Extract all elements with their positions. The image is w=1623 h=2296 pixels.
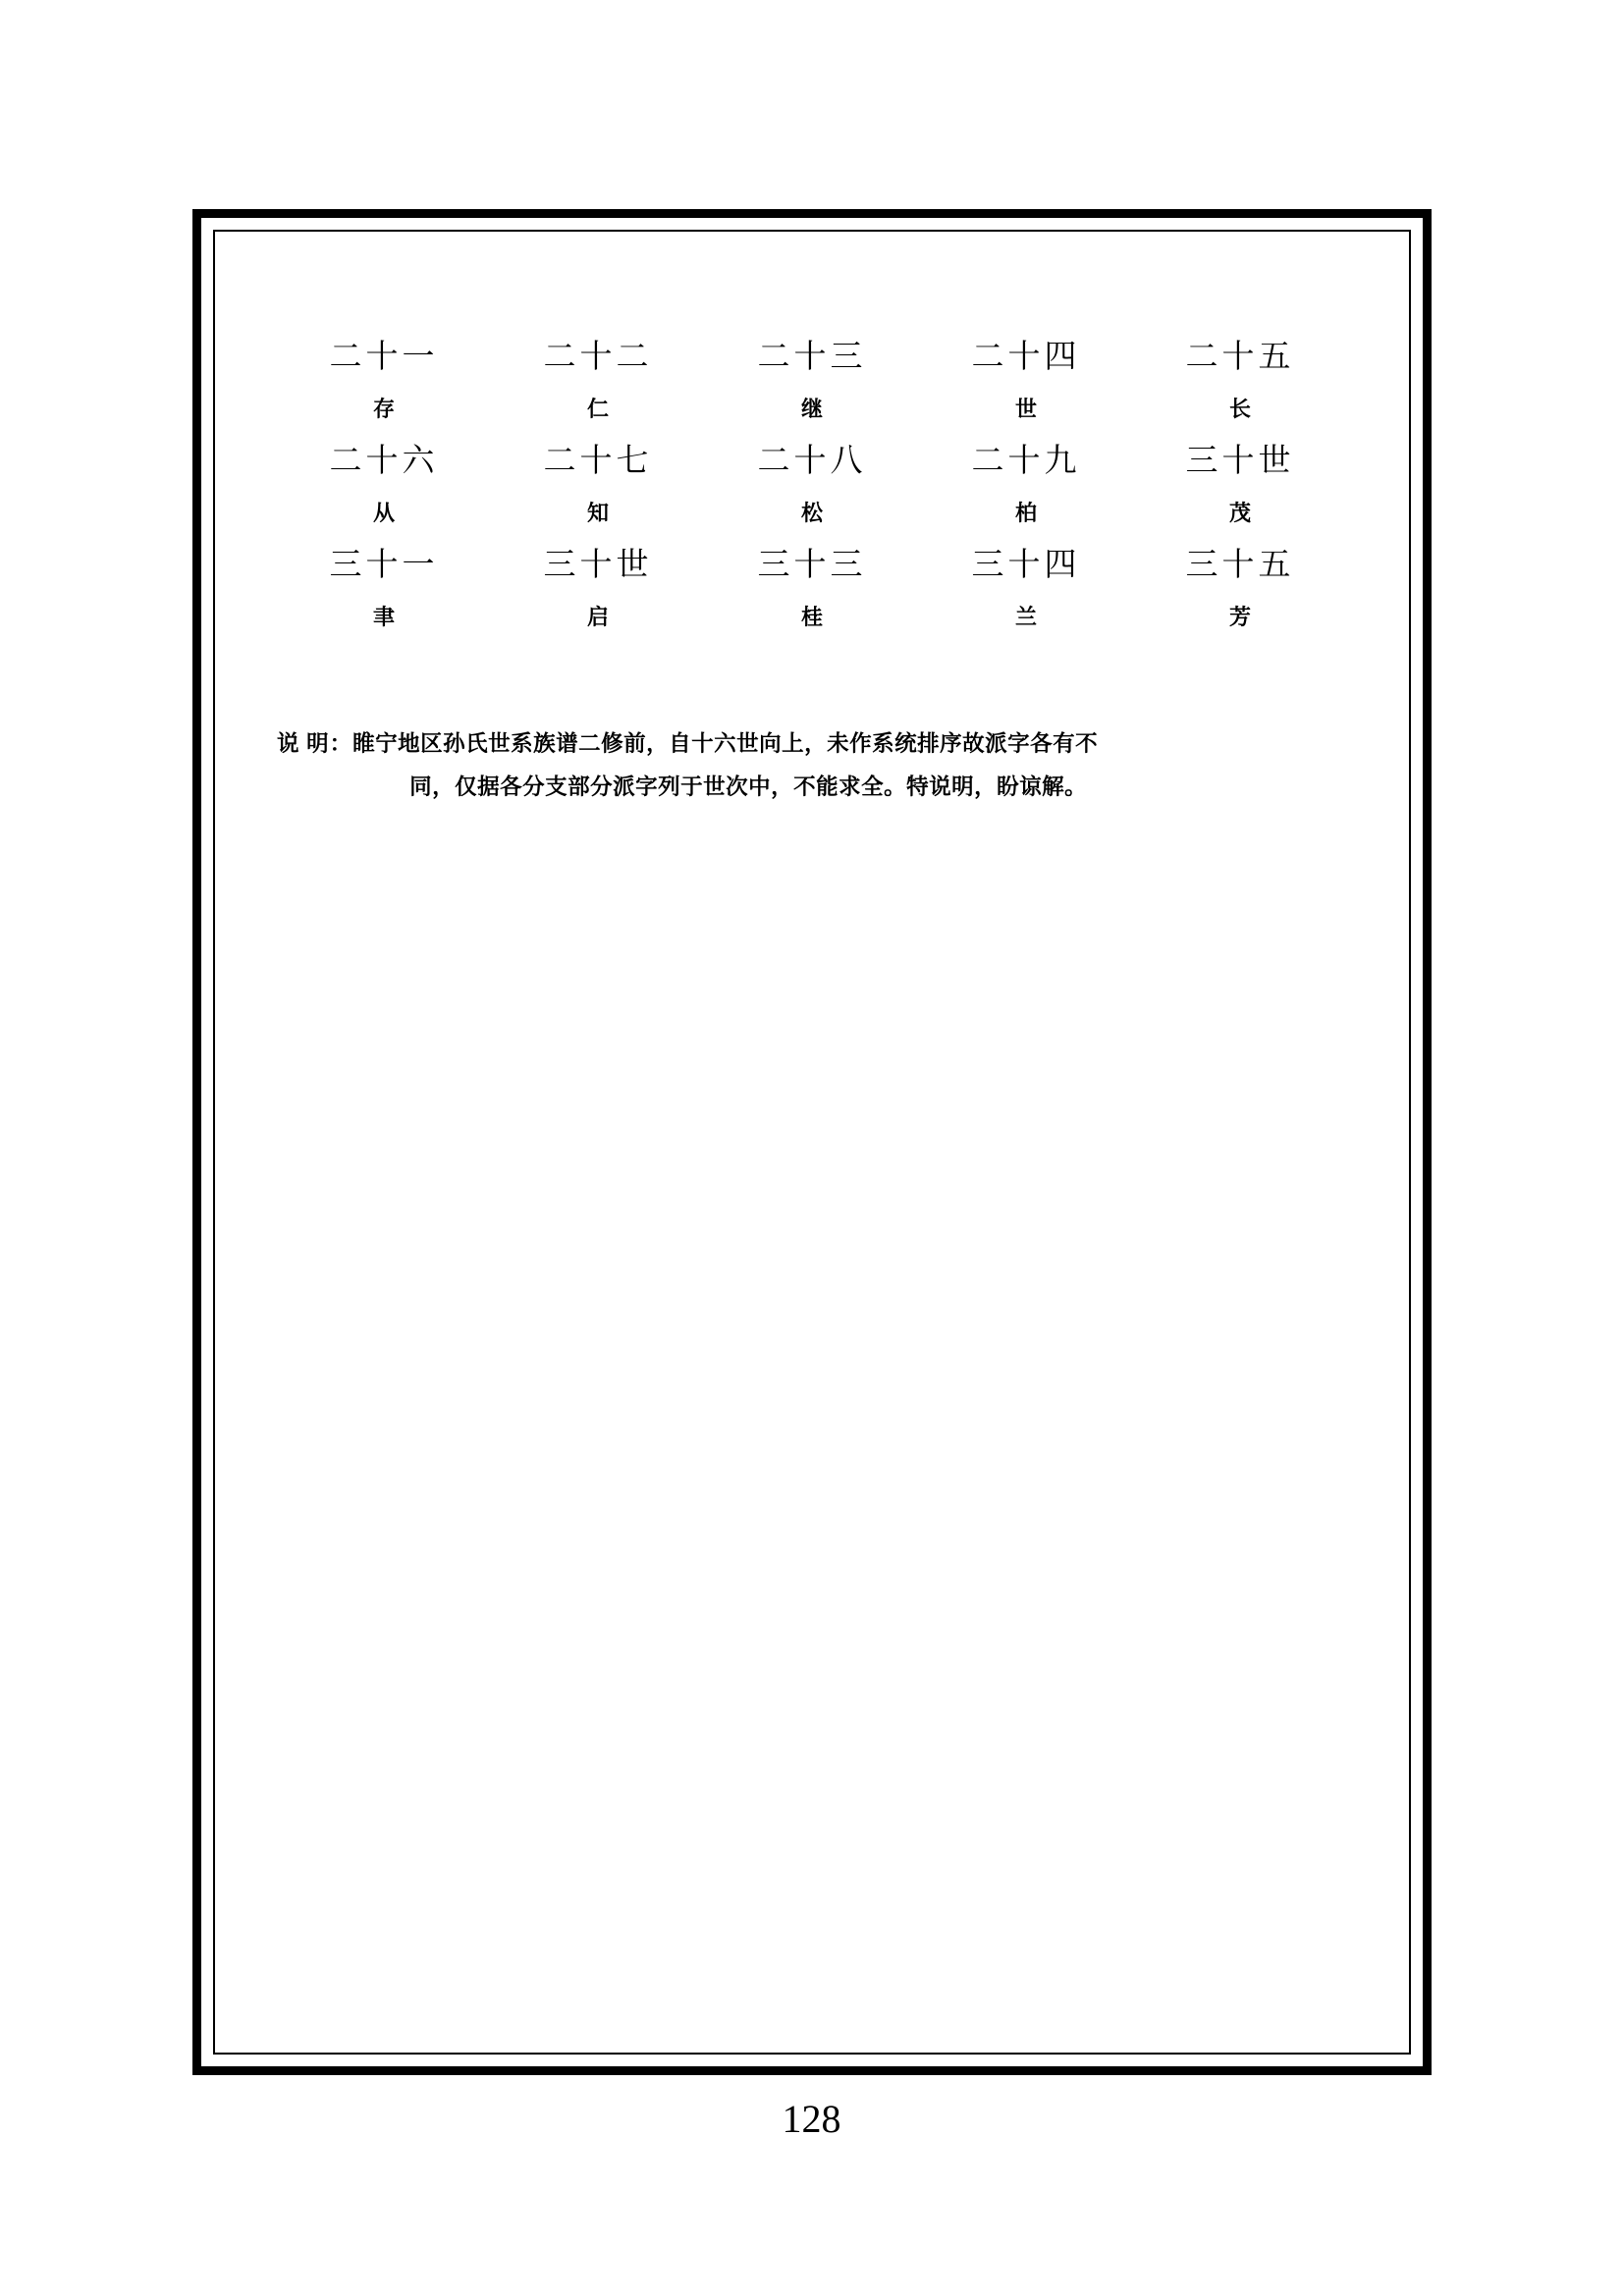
generation-ordinal: 二十七	[543, 444, 653, 479]
generation-cell	[491, 434, 705, 489]
generation-cell	[919, 593, 1133, 642]
generation-ordinal: 三十世	[543, 548, 653, 583]
generation-table	[277, 330, 1347, 642]
generation-row	[277, 538, 1347, 593]
generation-cell	[919, 538, 1133, 593]
generation-cell	[705, 434, 919, 489]
generation-cell	[919, 330, 1133, 385]
page-border-inner	[213, 230, 1411, 2055]
generation-cell	[277, 489, 491, 538]
generation-cell	[491, 538, 705, 593]
generation-cell	[277, 434, 491, 489]
generation-character: 茂	[1228, 501, 1251, 525]
page-number: 128	[782, 2097, 841, 2141]
page-border-outer	[192, 209, 1432, 2075]
generation-ordinal: 三十五	[1185, 548, 1295, 583]
generation-char-row	[277, 593, 1347, 642]
generation-ordinal: 二十四	[971, 340, 1081, 375]
generation-character: 知	[586, 501, 609, 525]
generation-character: 柏	[1014, 501, 1037, 525]
generation-character: 启	[586, 605, 609, 629]
generation-cell	[277, 593, 491, 642]
note-block	[277, 722, 1347, 809]
generation-cell	[705, 593, 919, 642]
generation-char-row	[277, 385, 1347, 434]
generation-character: 聿	[372, 605, 395, 629]
generation-cell	[277, 330, 491, 385]
generation-cell	[491, 593, 705, 642]
generation-ordinal: 二十六	[329, 444, 439, 479]
generation-character: 兰	[1014, 605, 1037, 629]
generation-row	[277, 330, 1347, 385]
generation-cell	[919, 489, 1133, 538]
generation-cell	[491, 330, 705, 385]
generation-character: 芳	[1228, 605, 1251, 629]
generation-cell	[277, 538, 491, 593]
generation-ordinal: 三十一	[329, 548, 439, 583]
generation-cell	[1133, 489, 1347, 538]
generation-character: 桂	[800, 605, 823, 629]
generation-ordinal: 二十二	[543, 340, 653, 375]
generation-cell	[1133, 385, 1347, 434]
generation-ordinal: 三十世	[1185, 444, 1295, 479]
generation-cell	[1133, 538, 1347, 593]
generation-character: 长	[1228, 397, 1251, 421]
generation-cell	[277, 385, 491, 434]
note-body	[352, 722, 1347, 809]
generation-cell	[1133, 434, 1347, 489]
generation-character: 从	[372, 501, 395, 525]
generation-cell	[919, 385, 1133, 434]
generation-cell	[491, 489, 705, 538]
generation-cell	[1133, 330, 1347, 385]
generation-cell	[705, 538, 919, 593]
generation-ordinal: 二十九	[971, 444, 1081, 479]
generation-ordinal: 二十五	[1185, 340, 1295, 375]
generation-character: 存	[372, 397, 395, 421]
generation-character: 继	[800, 397, 823, 421]
generation-cell	[705, 385, 919, 434]
generation-ordinal: 二十八	[757, 444, 867, 479]
note-label: 说 明：	[277, 731, 353, 756]
generation-row	[277, 434, 1347, 489]
generation-char-row	[277, 489, 1347, 538]
generation-ordinal: 三十四	[971, 548, 1081, 583]
generation-ordinal: 二十一	[329, 340, 439, 375]
generation-ordinal: 三十三	[757, 548, 867, 583]
page-content	[215, 232, 1409, 2053]
generation-character: 世	[1014, 397, 1037, 421]
generation-cell	[1133, 593, 1347, 642]
generation-ordinal: 二十三	[757, 340, 867, 375]
generation-cell	[491, 385, 705, 434]
generation-cell	[705, 330, 919, 385]
generation-character: 仁	[586, 397, 609, 421]
generation-cell	[919, 434, 1133, 489]
generation-cell	[705, 489, 919, 538]
note-line-2: 同，仅据各分支部分派字列于世次中，不能求全。特说明，盼谅解。	[409, 774, 1088, 799]
note-line-1: 睢宁地区孙氏世系族谱二修前，自十六世向上，未作系统排序故派字各有不	[352, 731, 1099, 756]
generation-character: 松	[800, 501, 823, 525]
